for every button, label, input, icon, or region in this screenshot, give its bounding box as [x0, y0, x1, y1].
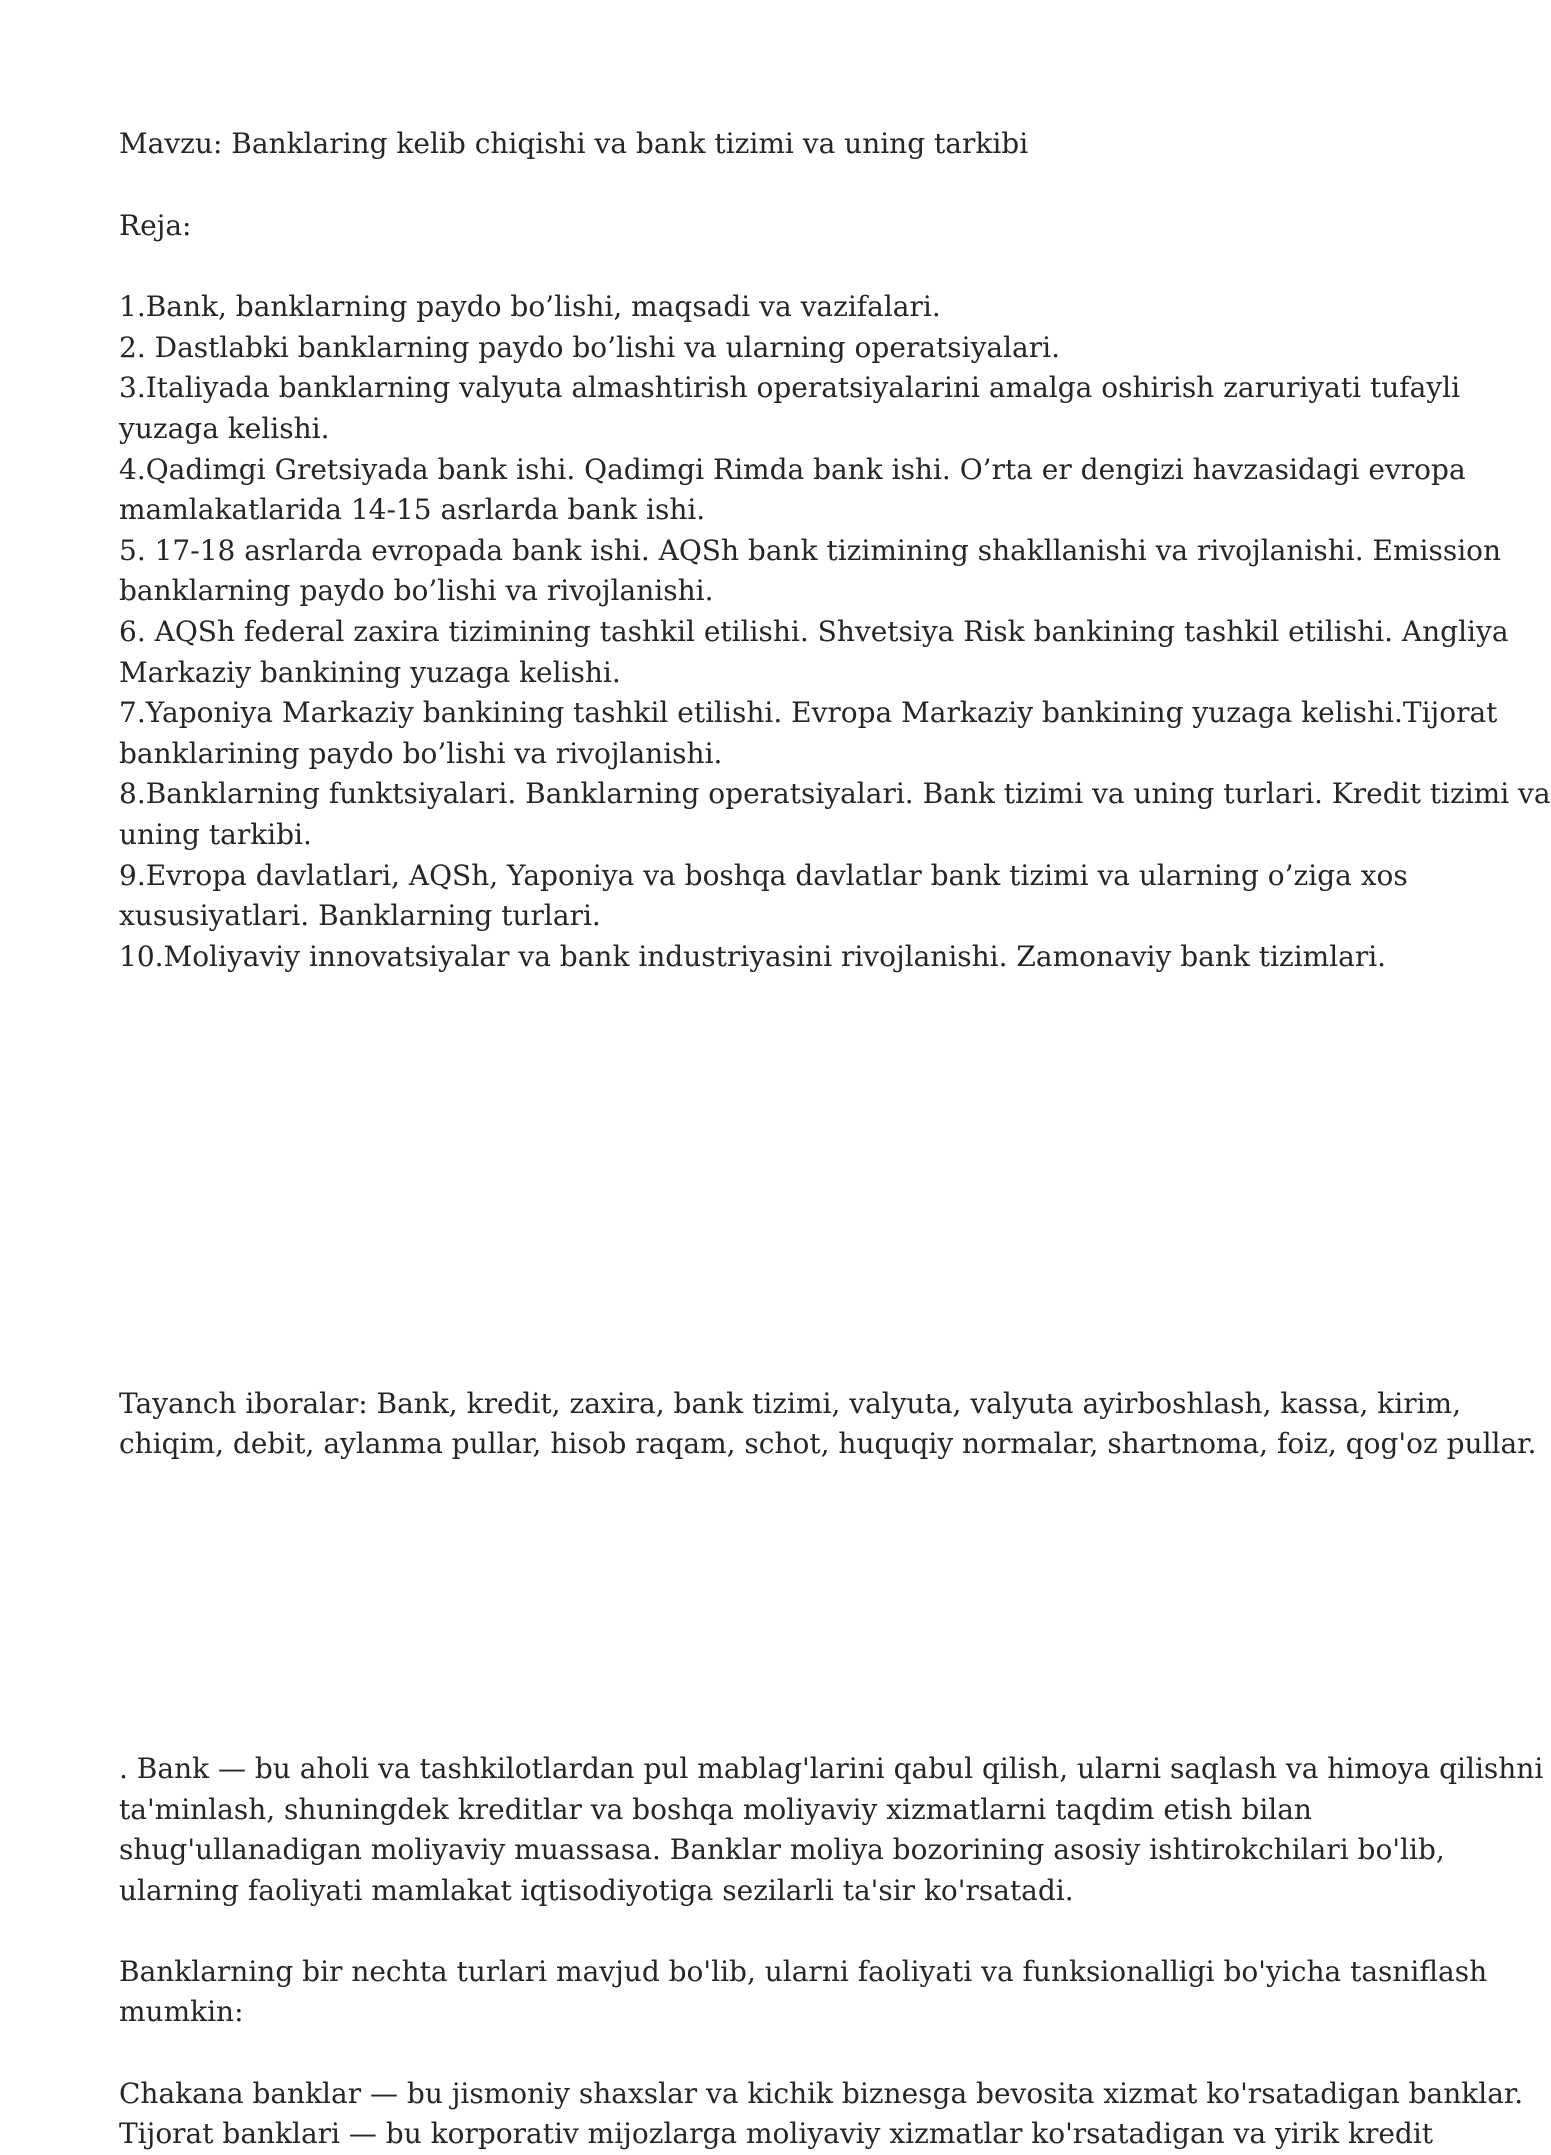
plan-line: 3.Italiyada banklarning valyuta almashtirish operatsiyalarini amalga oshirish zaruriyati tufayli	[119, 371, 1461, 404]
plan-heading: Reja:	[119, 209, 192, 242]
plan-line: xususiyatlari. Banklarning turlari.	[119, 899, 601, 932]
plan-line: 5. 17-18 asrlarda evropada bank ishi. AQSh bank tizimining shakllanishi va rivojlanishi. Emission	[119, 534, 1502, 567]
plan-line: 4.Qadimgi Gretsiyada bank ishi. Qadimgi Rimda bank ishi. O’rta er dengizi havzasidagi evropa	[119, 453, 1466, 486]
bank-type-line: Tijorat banklari — bu korporativ mijozlarga moliyaviy xizmatlar ko'rsatadigan va yirik kredit	[119, 2117, 1434, 2150]
plan-line: 8.Banklarning funktsiyalari. Banklarning operatsiyalari. Bank tizimi va uning turlari. Kredit tizimi va	[119, 777, 1551, 810]
plan-line: uning tarkibi.	[119, 818, 312, 851]
plan-line: Markaziy bankining yuzaga kelishi.	[119, 656, 621, 689]
plan-line: 1.Bank, banklarning paydo bo’lishi, maqsadi va vazifalari.	[119, 290, 941, 323]
plan-line: 6. AQSh federal zaxira tizimining tashkil etilishi. Shvetsiya Risk bankining tashkil etilishi. Angliya	[119, 615, 1509, 648]
plan-line: banklarning paydo bo’lishi va rivojlanishi.	[119, 574, 714, 607]
plan-line: 2. Dastlabki banklarning paydo bo’lishi va ularning operatsiyalari.	[119, 331, 1060, 364]
definition-line: . Bank — bu aholi va tashkilotlardan pul mablag'larini qabul qilish, ularni saqlash va himoya qilishni	[119, 1752, 1544, 1785]
bank-type-line: Chakana banklar — bu jismoniy shaxslar va kichik biznesga bevosita xizmat ko'rsatadigan banklar.	[119, 2077, 1524, 2110]
keywords-line: chiqim, debit, aylanma pullar, hisob raqam, schot, huquqiy normalar, shartnoma, foiz, qog'oz pullar.	[119, 1427, 1537, 1460]
definition-line: shug'ullanadigan moliyaviy muassasa. Banklar moliya bozorining asosiy ishtirokchilari bo'lib,	[119, 1833, 1445, 1866]
plan-line: 9.Evropa davlatlari, AQSh, Yaponiya va boshqa davlatlar bank tizimi va ularning o’ziga xos	[119, 859, 1408, 892]
document-topic: Mavzu: Banklaring kelib chiqishi va bank tizimi va uning tarkibi	[119, 127, 1029, 160]
definition-line: ta'minlash, shuningdek kreditlar va boshqa moliyaviy xizmatlarni taqdim etish bilan	[119, 1793, 1312, 1826]
types-intro-line: mumkin:	[119, 1995, 244, 2028]
plan-line: 10.Moliyaviy innovatsiyalar va bank industriyasini rivojlanishi. Zamonaviy bank tizimlari.	[119, 940, 1387, 973]
keywords-line: Tayanch iboralar: Bank, kredit, zaxira, bank tizimi, valyuta, valyuta ayirboshlash, kassa, kirim,	[119, 1387, 1461, 1420]
definition-line: ularning faoliyati mamlakat iqtisodiyotiga sezilarli ta'sir ko'rsatadi.	[119, 1874, 1074, 1907]
types-intro-line: Banklarning bir nechta turlari mavjud bo'lib, ularni faoliyati va funksionalligi bo'yicha tasniflash	[119, 1955, 1488, 1988]
plan-line: 7.Yaponiya Markaziy bankining tashkil etilishi. Evropa Markaziy bankining yuzaga kelishi.Tijorat	[119, 696, 1498, 729]
plan-line: mamlakatlarida 14-15 asrlarda bank ishi.	[119, 493, 706, 526]
plan-line: banklarining paydo bo’lishi va rivojlanishi.	[119, 737, 723, 770]
plan-line: yuzaga kelishi.	[119, 412, 330, 445]
